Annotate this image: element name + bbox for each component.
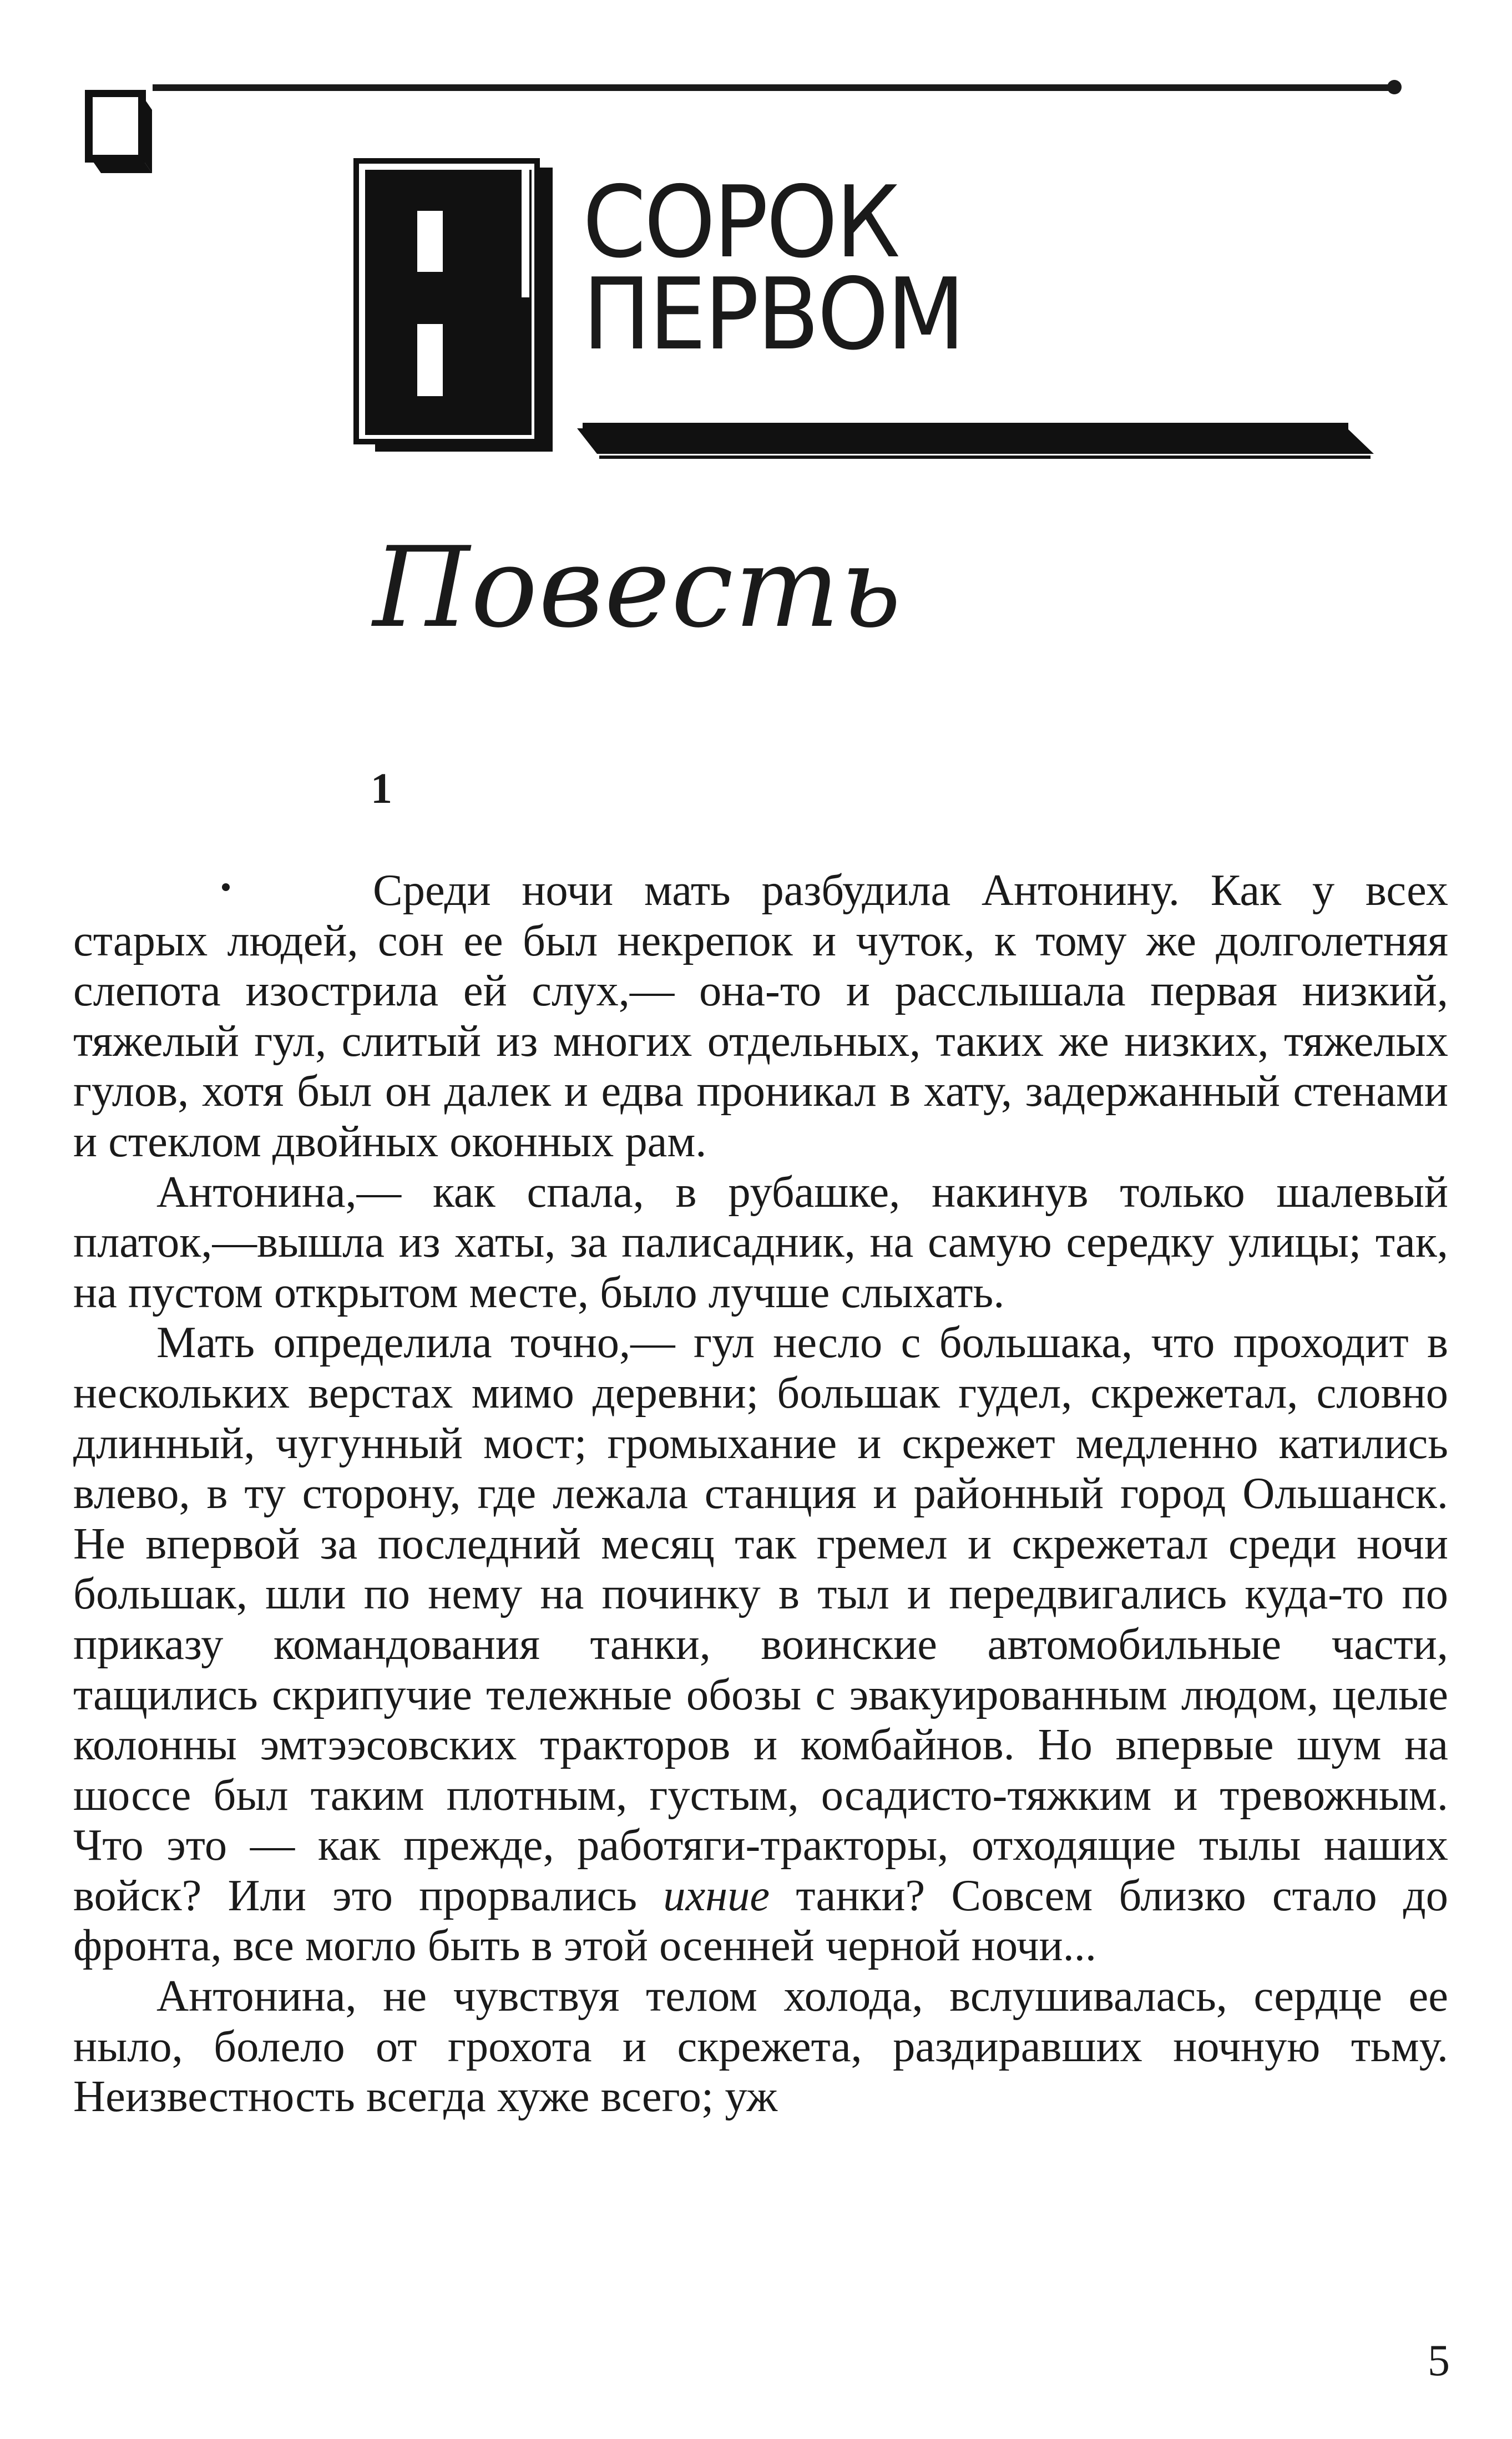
paragraph: Антонина,— как спала, в рубашке, накинув только шалевый платок,—вышла из хаты, за палисадник, на самую середку улицы; так, на пустом открытом месте, было лучше слыхать. xyxy=(73,1167,1448,1317)
title-underline xyxy=(577,423,1374,462)
title xyxy=(583,165,963,372)
corner-ornament xyxy=(79,90,153,180)
body-text xyxy=(73,866,1448,2122)
paragraph-text: Мать определила точно,— гул несло с большака, что проходит в нескольких верстах мимо деревни; большак гудел, скрежетал, словно длинный, чугунный мост; громыхание и скрежет медленно катились влево, в ту сторону, где лежала станция и районный город Ольшанск. Не впервой за последний месяц так гремел и скрежетал среди ночи большак, шли по нему на починку в тыл и передвигались куда-то по приказу командования танки, воинские автомобильные части, тащились скрипучие тележные обозы с эвакуированным людом, целые колонны эмтээсовских тракторов и комбайнов. Но впервые шум на шоссе был таким плотным, густым, осадисто-тяжким и тревожным. Что это — как прежде, работяги-тракторы, отходящие тылы наших войск? Или это прорвались xyxy=(73,1318,1448,1920)
chapter-number: 1 xyxy=(371,764,392,812)
drop-cap xyxy=(353,158,559,461)
paragraph-text-continued: танки? Совсем близко стало до фронта, все могло быть в этой осенней черной ночи... xyxy=(73,1870,1448,1971)
genre-label: Повесть xyxy=(373,523,903,652)
paragraph: Антонина, не чувствуя телом холода, вслушивалась, сердце ее ныло, болело от грохота и скрежета, раздиравших ночную тьму. Неизвестность всегда хуже всего; уж xyxy=(73,1971,1448,2122)
paragraph: Среди ночи мать разбудила Антонину. Как у всех старых людей, сон ее был некрепок и чуток, к тому же долголетняя слепота изострила ей слух,— она-то и расслышала первая низкий, тяжелый гул, слитый из многих отдельных, таких же низких, тяжелых гулов, хотя был он далек и едва проникал в хату, задержанный стенами и стеклом двойных оконных рам. xyxy=(73,866,1448,1166)
page-number: 5 xyxy=(1428,2336,1450,2385)
top-rule xyxy=(153,84,1393,91)
italic-word: ихние xyxy=(663,1870,770,1920)
paragraph xyxy=(73,1318,1448,1971)
title-line-1: СОРОК xyxy=(583,165,898,280)
title-line-2: ПЕРВОМ xyxy=(583,257,963,372)
